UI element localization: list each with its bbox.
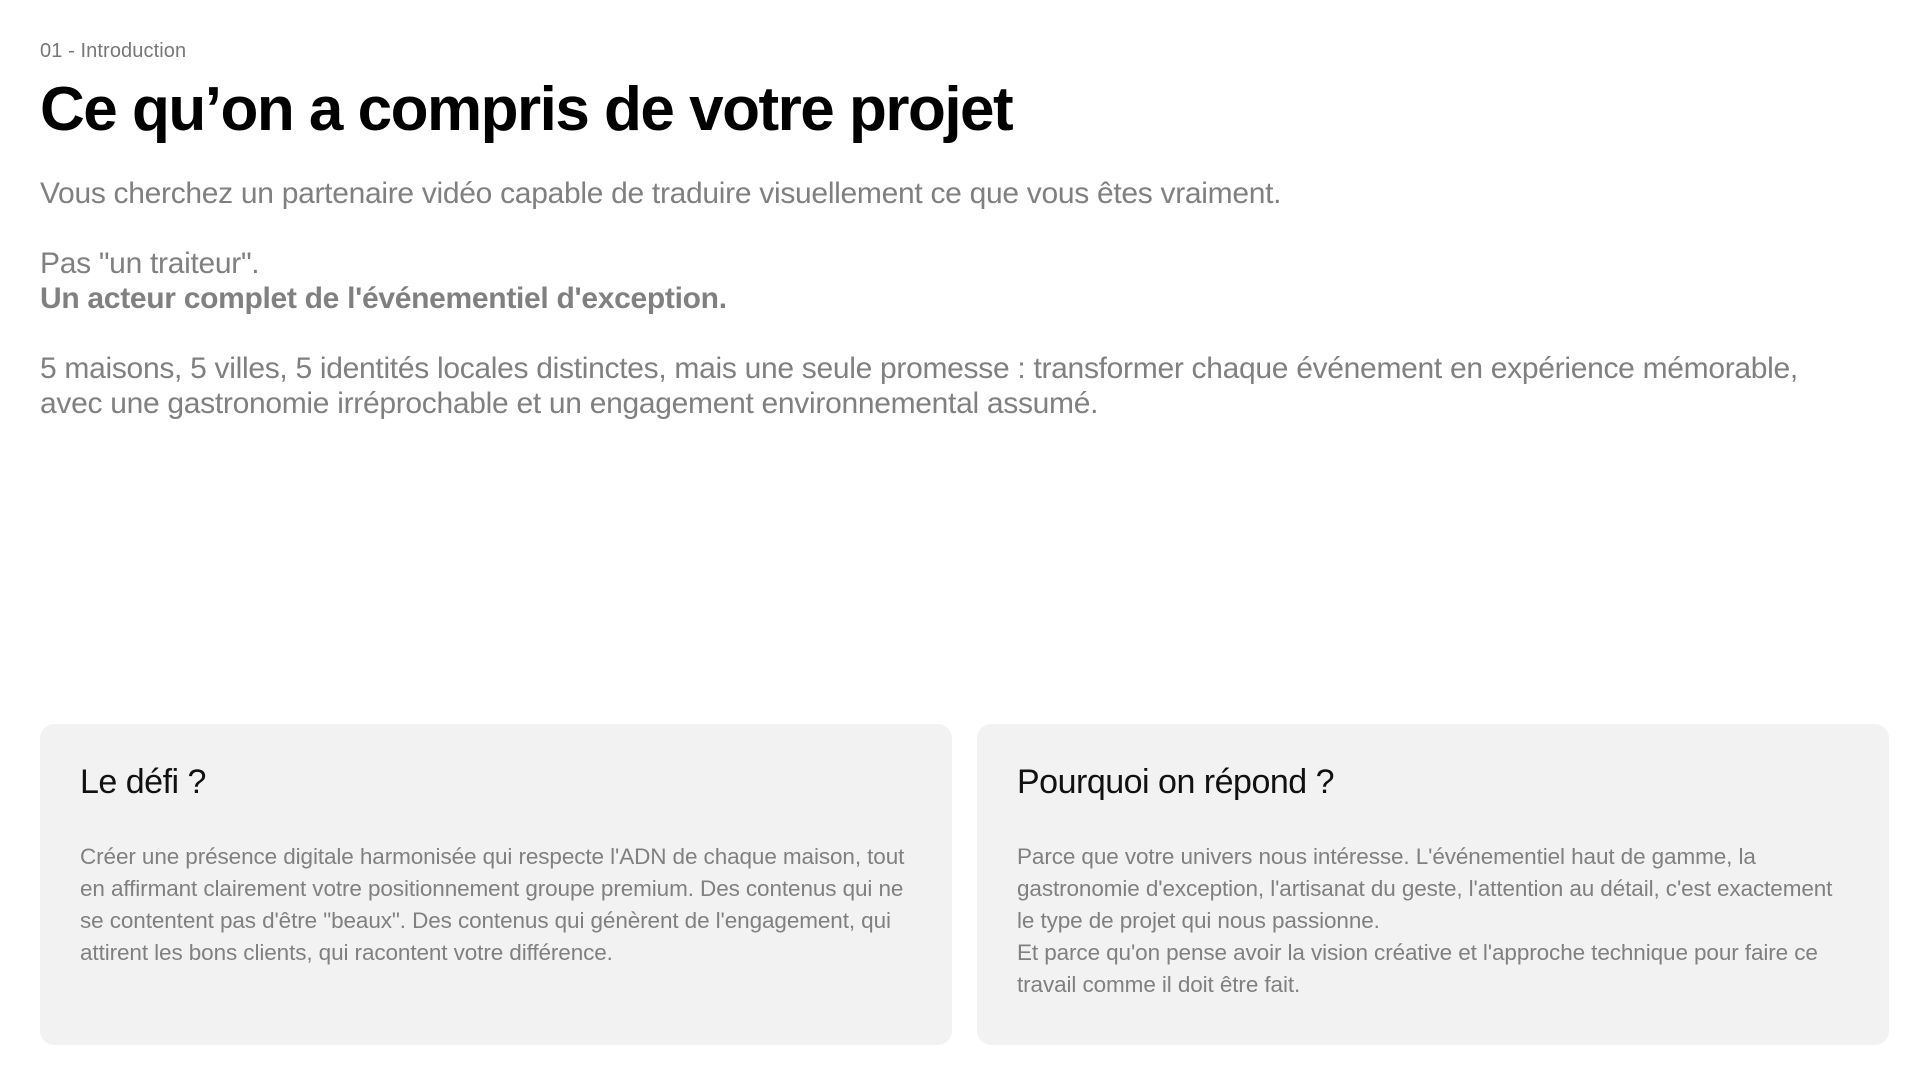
challenge-card-body [80,841,912,969]
why-card [977,724,1889,1045]
intro-text [40,176,1840,456]
intro-line-2: Pas "un traiteur". [40,247,260,280]
why-card-body [1017,841,1849,1001]
intro-line-3: Un acteur complet de l'événementiel d'exception. [40,282,727,315]
why-card-paragraph-2: Et parce qu'on pense avoir la vision créative et l'approche technique pour faire ce travail comme il doit être fait. [1017,939,1818,997]
challenge-card [40,724,952,1045]
why-card-paragraph-1: Parce que votre univers nous intéresse. L'événementiel haut de gamme, la gastronomie d'exception, l'artisanat du geste, l'attention au détail, c'est exactement le type de projet qui nous passionne. [1017,843,1833,933]
challenge-card-paragraph: Créer une présence digitale harmonisée qui respecte l'ADN de chaque maison, tout en affirmant clairement votre positionnement groupe premium. Des contenus qui ne se contentent pas d'être "beaux". Des contenus qui génèrent de l'engagement, qui attirent les bons clients, qui racontent votre différence. [80,843,905,965]
section-label: 01 - Introduction [40,40,187,62]
challenge-card-title: Le défi ? [80,763,206,801]
intro-line-1: Vous cherchez un partenaire vidéo capable de traduire visuellement ce que vous êtes vraiment. [40,177,1282,210]
why-card-title: Pourquoi on répond ? [1017,763,1335,801]
intro-line-4: 5 maisons, 5 villes, 5 identités locales distinctes, mais une seule promesse : transformer chaque événement en expérience mémorable, avec une gastronomie irréprochable et un engagement environnemental assumé. [40,352,1798,420]
intro-statement [40,246,1840,316]
page-title: Ce qu’on a compris de votre projet [40,75,1013,144]
